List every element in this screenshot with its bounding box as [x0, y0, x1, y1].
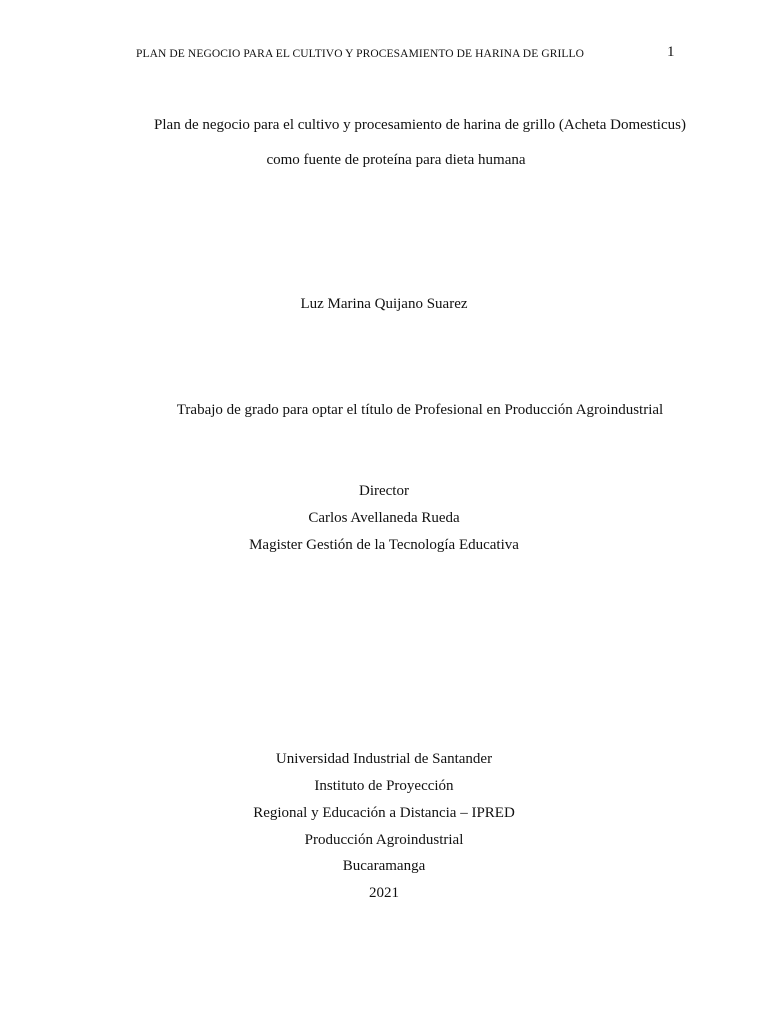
running-head: PLAN DE NEGOCIO PARA EL CULTIVO Y PROCESAMIENTO DE HARINA DE GRILLO	[136, 48, 585, 60]
degree-statement: Trabajo de grado para optar el título de Profesional en Producción Agroindustrial	[176, 402, 664, 418]
director-label: Director	[359, 483, 409, 499]
university-name: Universidad Industrial de Santander	[275, 751, 493, 767]
program-name: Producción Agroindustrial	[304, 832, 464, 848]
year: 2021	[369, 885, 399, 901]
author-name: Luz Marina Quijano Suarez	[300, 296, 468, 312]
city-name: Bucaramanga	[342, 858, 426, 874]
title-line-2: como fuente de proteína para dieta humana	[266, 152, 526, 168]
page-number: 1	[667, 44, 675, 60]
director-name: Carlos Avellaneda Rueda	[308, 510, 460, 526]
title-line-1: Plan de negocio para el cultivo y procesamiento de harina de grillo (Acheta Domesticus)	[154, 117, 686, 133]
institute-name: Instituto de Proyección	[314, 778, 454, 794]
institute-division: Regional y Educación a Distancia – IPRED	[253, 805, 515, 821]
director-degree: Magister Gestión de la Tecnología Educativa	[249, 537, 519, 553]
